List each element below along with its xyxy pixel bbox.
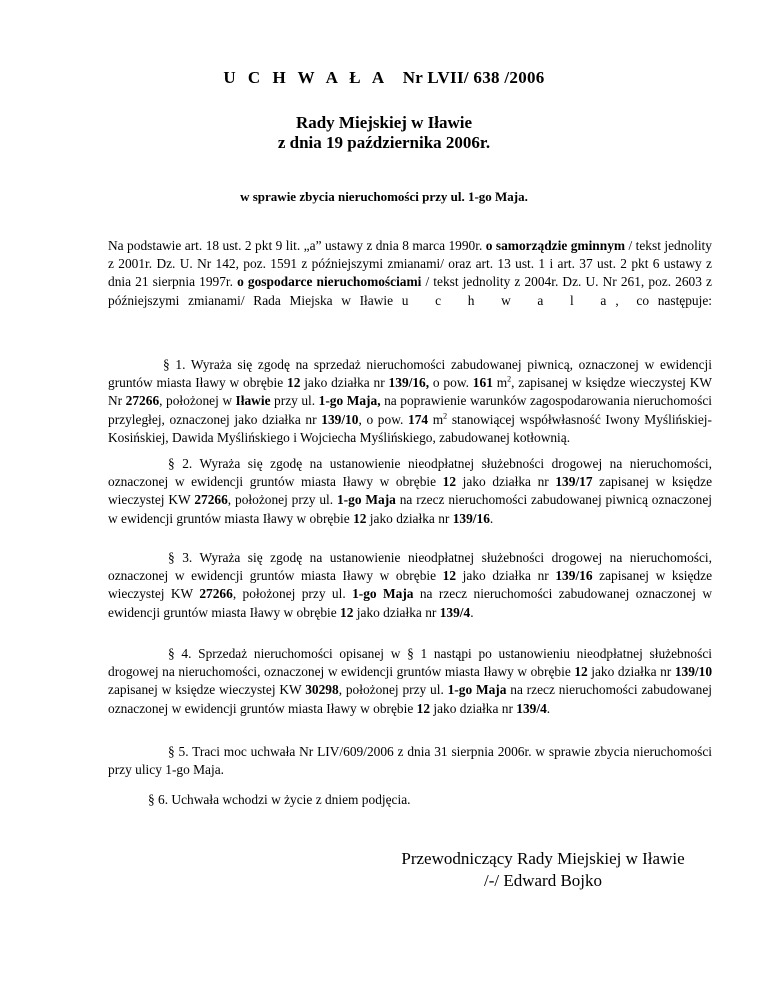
section-4: § 4. Sprzedaż nieruchomości opisanej w § 1 nastąpi po ustanowieniu nieodpłatnej służebności drogowej na nieruchomości, oznaczonej w ewidencji gruntów miasta Iławy w obrębie 12 jako działka nr 139/10 zapisanej w księdze wieczystej KW 30298, położonej przy ul. 1-go Maja na rzecz nieruchomości zabudowanej oznaczonej w ewidencji gruntów miasta Iławy w obrębie 12 jako działka nr 139/4. bbox=[108, 646, 713, 716]
resolution-word: U C H W A Ł A bbox=[223, 68, 389, 87]
section-2: § 2. Wyraża się zgodę na ustanowienie nieodpłatnej służebności drogowej na nieruchomości, oznaczonej w ewidencji gruntów miasta Iławy w obrębie 12 jako działka nr 139/17 zapisanej w księdze wieczystej KW 27266, położonej przy ul. 1-go Maja na rzecz nieruchomości zabudowanej piwnicą oznaczonej w ewidencji gruntów miasta Iławy w obrębie 12 jako działka nr 139/16. bbox=[108, 456, 713, 526]
signatory-name: /-/ Edward Bojko bbox=[483, 871, 603, 890]
council-block bbox=[0, 113, 768, 153]
section-1: § 1. Wyraża się zgodę na sprzedaż nieruchomości zabudowanej piwnicą, oznaczonej w ewidencji gruntów miasta Iławy w obrębie 12 jako działka nr 139/16, o pow. 161 $m^2$, zapisanej w księdze wieczystej KW Nr 27266, położonej w Iławie przy ul. 1-go Maja, na poprawienie warunków zagospodarowania nieruchomości przyległej, oznaczonej jako działka nr 139/10, o pow. 174 $m^2$ stanowiącej współwłasność Iwony Myślińskiej-Kosińskiej, Dawida Myślińskiego i Wojciecha Myślińskiego, zabudowanej kotłownią. bbox=[108, 357, 713, 445]
signatory-title: Przewodniczący Rady Miejskiej w Iławie bbox=[401, 849, 685, 868]
signature-block bbox=[398, 848, 688, 892]
legal-basis: Na podstawie art. 18 ust. 2 pkt 9 lit. „a” ustawy z dnia 8 marca 1990r. o samorządzie gminnym / tekst jednolity z 2001r. Dz. U. Nr 142, poz. 1591 z późniejszymi zmianami/ oraz art. 13 ust. 1 i art. 37 ust. 2 pkt 6 ustawy z dnia 21 sierpnia 1997r. o gospodarce nieruchomościami / tekst jednolity z 2004r. Dz. U. Nr 261, poz. 2603 z późniejszymi zmianami/ Rada Miejska w Iławie u c h w a l a, co następuje: bbox=[108, 238, 713, 308]
section-6: § 6. Uchwała wchodzi w życie z dniem podjęcia. bbox=[148, 792, 411, 807]
section-5: § 5. Traci moc uchwała Nr LIV/609/2006 z dnia 31 sierpnia 2006r. w sprawie zbycia nieruchomości przy ulicy 1-go Maja. bbox=[108, 744, 712, 778]
section-3: § 3. Wyraża się zgodę na ustanowienie nieodpłatnej służebności drogowej na nieruchomości, oznaczonej w ewidencji gruntów miasta Iławy w obrębie 12 jako działka nr 139/16 zapisanej w księdze wieczystej KW 27266, położonej przy ul. 1-go Maja na rzecz nieruchomości zabudowanej oznaczonej w ewidencji gruntów miasta Iławy w obrębie 12 jako działka nr 139/4. bbox=[108, 550, 713, 620]
resolution-number: Nr LVII/ 638 /2006 bbox=[402, 68, 545, 87]
resolution-title bbox=[0, 68, 768, 88]
resolution-subject: w sprawie zbycia nieruchomości przy ul. 1-go Maja. bbox=[240, 189, 528, 204]
resolution-date: z dnia 19 października 2006r. bbox=[277, 133, 491, 152]
council-name: Rady Miejskiej w Iławie bbox=[295, 113, 473, 132]
